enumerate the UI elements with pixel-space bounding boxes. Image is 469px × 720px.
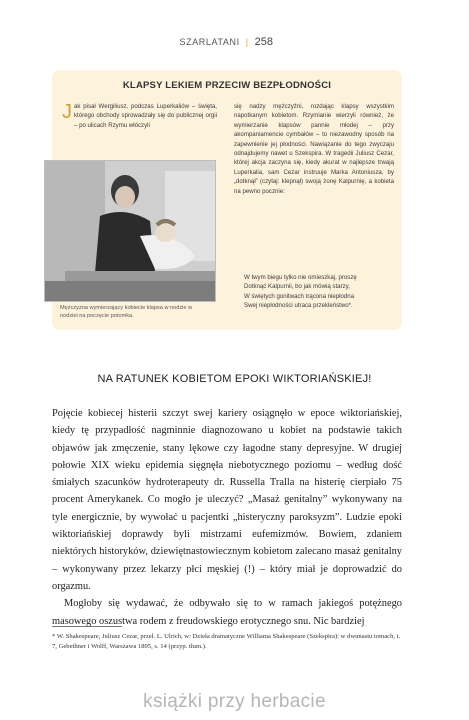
quote-line: Swej niepłodności utraca przekleństwo*. (244, 302, 353, 310)
body-text (52, 405, 402, 630)
photo-caption: Mężczyzna wymierzający kobiecie klapsa w nodzie w nodziei na poczęcie potomka. (60, 305, 193, 319)
paragraph: Pojęcie kobiecej histerii szczyt swej kariery osiągnęło w epoce wiktoriańskiej, kiedy tę przypadłość nagminnie diagnozowano u kobiet na podstawie takich objawów jak zmęczenie, stany lękowe czy łagodne stany depresyjne. W drugiej połowie XIX wieku epidemia sięgnęła niebotycznego poziomu – według dość śmiałych szacunków hydroterapeuty dr. Russella Tralla na histerię cierpiało 75 procent Amerykanek. Co mogło je uleczyć? „Masaż genitalny” wykonywany na tyle energicznie, by wywołać u pacjentki „histeryczny paroksyzm”. Ludzie epoki wiktoriańskiej doprawdy byli mistrzami eufemizmów. Bowiem, zdaniem niektórych historyków, dziewiętnastowiecznym kobietom zalecano masaż genitalny – wykonywany przez lekarzy płci męskiej (!) – który miał je doprowadzić do orgazmu. (52, 408, 402, 592)
running-header (180, 36, 274, 48)
header-separator: | (245, 37, 249, 47)
footnote: * W. Shakespeare, Juliusz Cezar, przeł. L. Ulrich, w: Dzieła dramatyczne Williama Shakespeare (Szekspira): w dwunastu tomach, t. 7, Gebethner i Wolff, Warszawa 1895, s. 14 (przyp. tłum.). (52, 633, 401, 650)
sidebar-left-text: ak pisał Wergiliusz, podczas Luperkaliów – święta, którego obchody sprowadzały się do publicznej orgii – po ulicach Rzymu włóczyli (74, 103, 217, 129)
paragraph: Mogłoby się wydawać, że odbywało się to w ramach jakiegoś potężnego masowego oszustwa rodem z freudowskiego erotycznego snu. Nic bardziej (52, 598, 402, 627)
section-heading: NA RATUNEK KOBIETOM EPOKI WIKTORIAŃSKIEJ! (97, 373, 372, 385)
watermark: książki przy herbacie (143, 691, 326, 712)
sidebar-left-column (62, 102, 217, 130)
vintage-photo (44, 160, 216, 302)
running-title: SZARLATANI (179, 37, 240, 47)
sidebar-right-column: się nadzy mężczyźni, rozdając klapsy wszystkim napotkanym kobietom. Rzymianie wierzyli również, że wymierzanie klapsów pannie młodej – przy akompaniamencie cymbałów – to niezawodny sposób na zapewnienie jej płodności. Nawiązanie do tego zwyczaju odnajdujemy nawet u Szekspira. W tragedii Juliusz Cezar, której akcja zaczyna się, kiedy akurat w najlepsze trwają Luperkalia, sam Cezar instruuje Marka Antoniusza, by „dotknął” (czytaj: klepnął) swoją żonę Kalpurnię, a kobieta na pewno pocznie: (234, 103, 394, 195)
footnote-rule (52, 626, 122, 627)
page-number: 258 (254, 36, 273, 48)
quote-line: W świętych gonitwach trącona niepłodna (244, 292, 355, 300)
quote-line: W twym biegu tylko nie omieszkaj, proszę (244, 274, 357, 281)
vintage-photo-icon (45, 161, 215, 301)
shakespeare-quote (244, 273, 394, 311)
drop-cap: J (62, 101, 72, 123)
sidebar-title: KLAPSY LEKIEM PRZECIW BEZPŁODNOŚCI (122, 80, 332, 91)
quote-line: Dotknąć Kalpurnii, bo jak mówią starzy, (244, 283, 350, 291)
